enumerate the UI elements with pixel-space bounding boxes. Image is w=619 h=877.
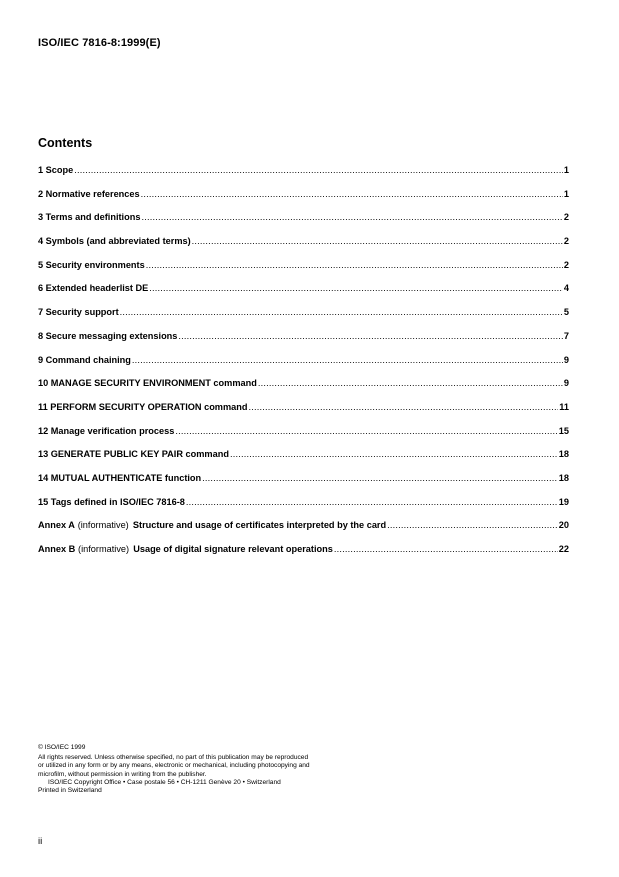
toc-entry[interactable] (38, 355, 569, 379)
toc-entry-text: 11 PERFORM SECURITY OPERATION command (38, 401, 248, 412)
toc-page-number: 18 (558, 472, 569, 483)
table-of-contents (38, 165, 569, 568)
toc-dot-leader (334, 544, 558, 554)
toc-entry-text: 4 Symbols (and abbreviated terms) (38, 236, 191, 247)
toc-dot-leader (248, 402, 558, 412)
toc-page-number: 19 (558, 496, 569, 507)
toc-entry[interactable] (38, 307, 569, 331)
toc-page-number: 1 (563, 165, 569, 175)
toc-entry[interactable] (38, 236, 569, 260)
rights-line: or utilized in any form or by any means, electronic or mechanical, including photocopying and (38, 762, 310, 770)
toc-entry[interactable] (38, 283, 569, 307)
toc-dot-leader (202, 473, 558, 483)
toc-entry-text: 15 Tags defined in ISO/IEC 7816-8 (38, 496, 185, 507)
toc-entry[interactable] (38, 426, 569, 450)
toc-entry-text: Structure and usage of certificates interpreted by the card (132, 520, 387, 531)
toc-entry-title (38, 497, 185, 507)
toc-dot-leader (175, 426, 557, 436)
toc-entry-text: 12 Manage verification process (38, 425, 175, 436)
toc-entry-title (38, 402, 247, 412)
toc-dot-leader (141, 212, 562, 222)
toc-dot-leader (178, 331, 562, 341)
toc-entry-text: 8 Secure messaging extensions (38, 330, 178, 341)
toc-entry[interactable] (38, 402, 569, 426)
toc-annex-note: (informative) (78, 544, 130, 554)
toc-entry-title (38, 355, 131, 365)
toc-entry-title (38, 307, 119, 317)
toc-entry-text: 5 Security environments (38, 259, 145, 270)
toc-entry[interactable] (38, 189, 569, 213)
toc-entry[interactable] (38, 212, 569, 236)
toc-entry-text: 1 Scope (38, 165, 74, 175)
toc-entry[interactable] (38, 544, 569, 568)
toc-entry-title (38, 283, 148, 293)
toc-dot-leader (192, 236, 563, 246)
toc-entry[interactable] (38, 260, 569, 284)
toc-page-number: 4 (563, 283, 569, 294)
toc-annex-label: Annex A (38, 520, 75, 531)
toc-entry-text: 9 Command chaining (38, 354, 131, 365)
toc-page-number: 9 (563, 378, 569, 389)
toc-page-number: 11 (559, 401, 569, 412)
toc-entry-text: 2 Normative references (38, 188, 140, 199)
toc-dot-leader (186, 497, 558, 507)
toc-dot-leader (141, 189, 563, 199)
toc-entry[interactable] (38, 473, 569, 497)
toc-page-number: 1 (563, 188, 569, 199)
page-number: ii (38, 836, 43, 847)
toc-entry-text: 3 Terms and definitions (38, 212, 141, 223)
toc-dot-leader (146, 260, 563, 270)
toc-entry[interactable] (38, 520, 569, 544)
toc-dot-leader (149, 283, 563, 293)
toc-entry[interactable] (38, 378, 569, 402)
toc-page-number: 2 (563, 212, 569, 223)
toc-entry-title (38, 449, 229, 459)
toc-page-number: 15 (558, 425, 569, 436)
toc-entry-title (38, 426, 174, 436)
toc-entry[interactable] (38, 331, 569, 355)
toc-page-number: 18 (558, 449, 569, 460)
contents-heading: Contents (38, 136, 93, 150)
toc-page-number: 9 (563, 354, 569, 365)
toc-entry-text: Usage of digital signature relevant operations (133, 544, 333, 554)
toc-entry-text: 6 Extended headerlist DE (38, 283, 149, 294)
toc-annex-note: (informative) (77, 520, 129, 531)
toc-page-number: 20 (558, 520, 569, 531)
toc-page-number: 2 (563, 236, 569, 247)
toc-entry[interactable] (38, 165, 569, 189)
toc-entry-title (38, 544, 333, 554)
toc-entry-title (38, 165, 73, 175)
toc-entry-title (38, 520, 386, 530)
toc-entry-text: 13 GENERATE PUBLIC KEY PAIR command (38, 449, 229, 460)
toc-entry-title (38, 189, 140, 199)
rights-line: All rights reserved. Unless otherwise specified, no part of this publication may be reproduced (38, 754, 309, 762)
toc-entry-text: 14 MUTUAL AUTHENTICATE function (38, 472, 202, 483)
document-header: ISO/IEC 7816-8:1999(E) (38, 37, 161, 49)
toc-entry-title (38, 236, 191, 246)
toc-entry-title (38, 331, 177, 341)
toc-entry-title (38, 260, 145, 270)
toc-entry-title (38, 473, 201, 483)
toc-dot-leader (132, 355, 563, 365)
copyright-notice (38, 744, 310, 795)
toc-page-number: 7 (563, 330, 569, 341)
toc-page-number: 5 (563, 307, 569, 318)
toc-page-number: 22 (558, 544, 569, 554)
toc-dot-leader (74, 165, 563, 175)
toc-entry-title (38, 212, 140, 222)
rights-line: microfilm, without permission in writing from the publisher. (38, 770, 207, 778)
toc-entry-text: 10 MANAGE SECURITY ENVIRONMENT command (38, 378, 257, 389)
toc-dot-leader (258, 378, 563, 388)
copyright-office-address: ISO/IEC Copyright Office • Case postale 56 • CH-1211 Genève 20 • Switzerland (48, 778, 281, 786)
printed-in: Printed in Switzerland (38, 787, 102, 795)
toc-annex-label: Annex B (38, 544, 76, 554)
toc-entry-text: 7 Security support (38, 307, 119, 318)
toc-dot-leader (387, 520, 558, 530)
toc-page-number: 2 (563, 259, 569, 270)
toc-entry[interactable] (38, 449, 569, 473)
toc-dot-leader (230, 449, 558, 459)
toc-dot-leader (120, 307, 563, 317)
copyright-symbol-line: © ISO/IEC 1999 (38, 744, 86, 751)
toc-entry-title (38, 378, 257, 388)
toc-entry[interactable] (38, 497, 569, 521)
